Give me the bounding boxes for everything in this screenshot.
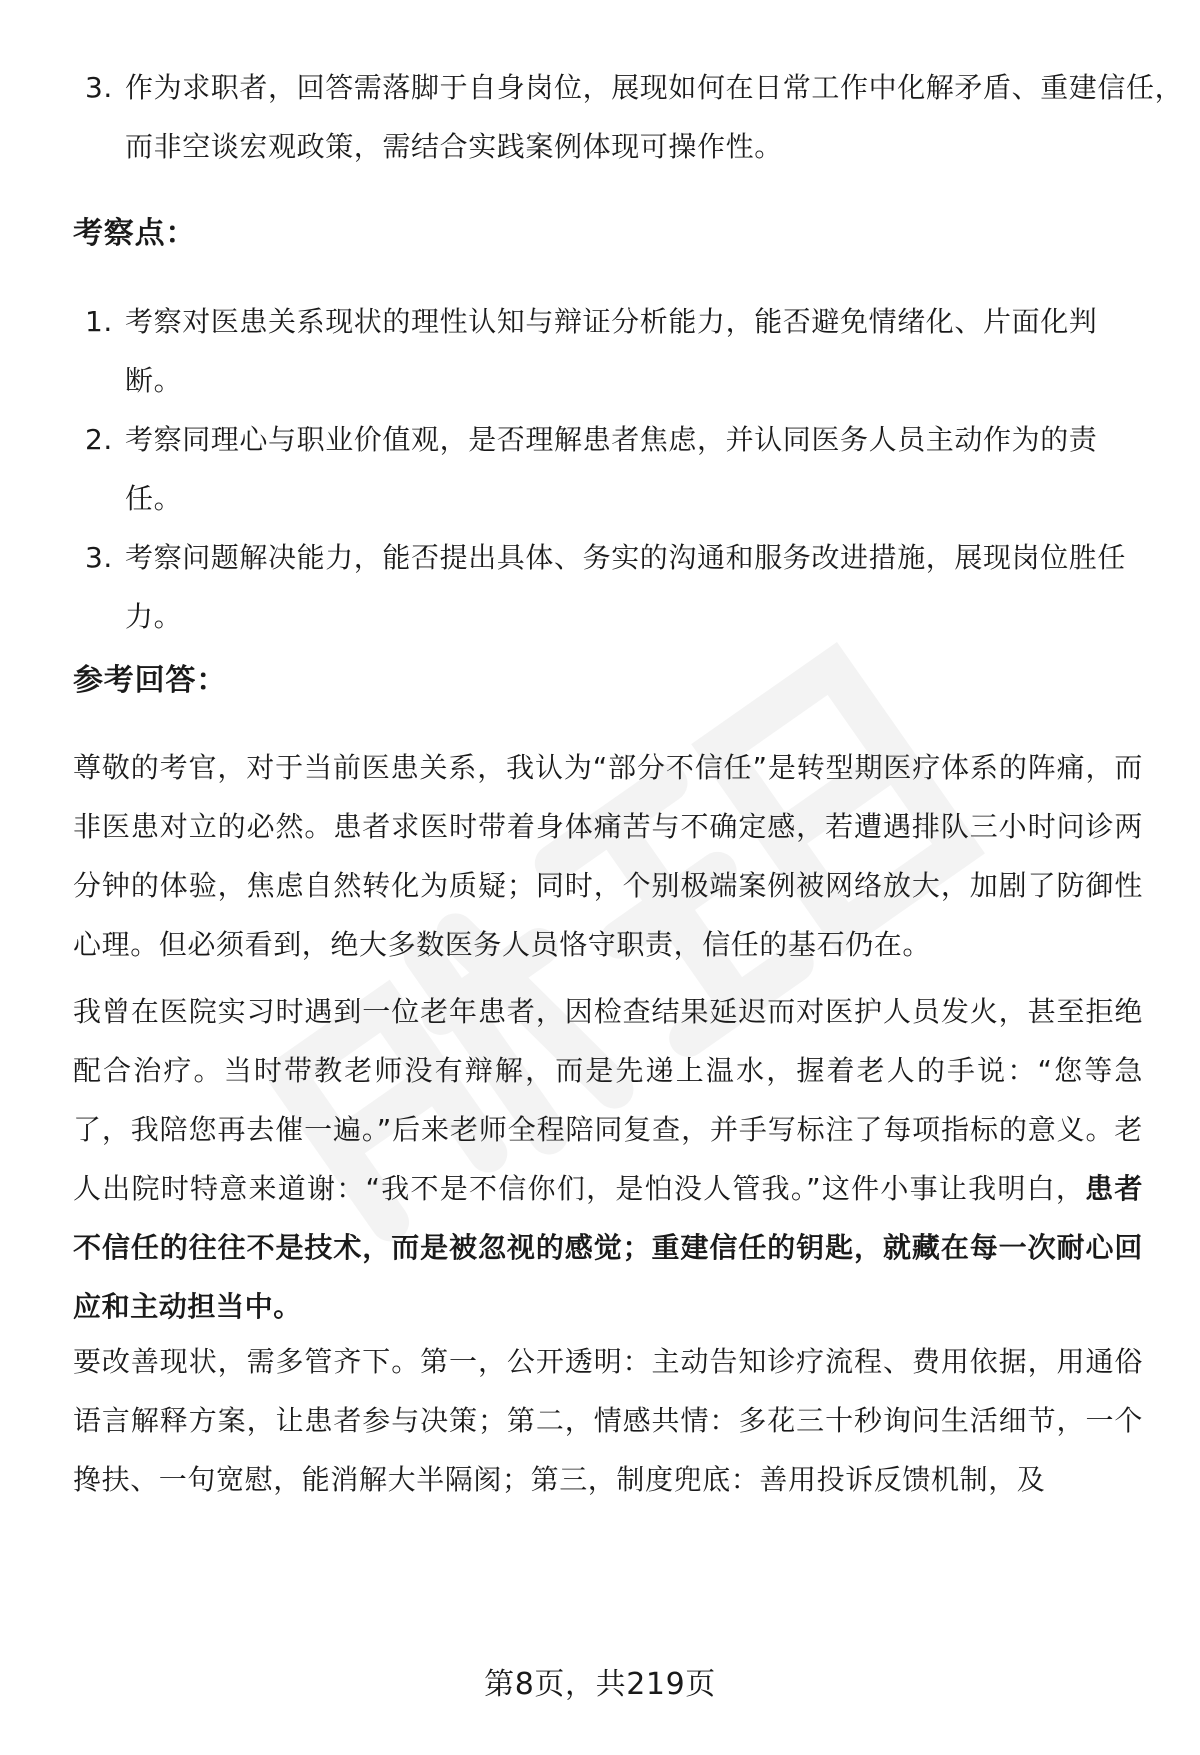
- section-heading-answer: 参考回答：: [73, 663, 227, 698]
- answer-paragraph-1: 尊敬的考官，对于当前医患关系，我认为“部分不信任”是转型期医疗体系的阵痛，而非医患对立的必然。患者求医时带着身体痛苦与不确定感，若遭遇排队三小时问诊两分钟的体验，焦虑自然转化为质疑；同时，个别极端案例被网络放大，加剧了防御性心理。但必须看到，绝大多数医务人员恪守职责，信任的基石仍在。: [73, 751, 1143, 961]
- kaocha-list: [73, 292, 1143, 646]
- list-item: [73, 292, 1143, 410]
- intro-list-item: [73, 58, 1195, 176]
- list-item-number: 3.: [85, 71, 113, 104]
- list-item-number: 2.: [85, 423, 113, 456]
- list-item-text: 作为求职者，回答需落脚于自身岗位，展现如何在日常工作中化解矛盾、重建信任，而非空谈宏观政策，需结合实践案例体现可操作性。: [125, 71, 1184, 163]
- list-item: [73, 528, 1143, 646]
- paragraph-bold-text: 患者不信任的往往不是技术，而是被忽视的感觉；重建信任的钥匙，就藏在每一次耐心回应和主动担当中。: [73, 1172, 1143, 1323]
- list-item-number: 1.: [85, 305, 113, 338]
- list-item-text: 考察同理心与职业价值观，是否理解患者焦虑，并认同医务人员主动作为的责任。: [125, 423, 1098, 515]
- page-footer: 第8页，共219页: [484, 1667, 716, 1702]
- answer-paragraph-2: [73, 982, 1143, 1336]
- paragraph-text: 我曾在医院实习时遇到一位老年患者，因检查结果延迟而对医护人员发火，甚至拒绝配合治疗。当时带教老师没有辩解，而是先递上温水，握着老人的手说：“您等急了，我陪您再去催一遍。”后来老师全程陪同复查，并手写标注了每项指标的意义。老人出院时特意来道谢：“我不是不信你们，是怕没人管我。”这件小事让我明白，: [73, 995, 1143, 1205]
- section-heading-kaocha: 考察点：: [73, 216, 197, 251]
- list-item-text: 考察对医患关系现状的理性认知与辩证分析能力，能否避免情绪化、片面化判断。: [125, 305, 1098, 397]
- answer-paragraph-3: 要改善现状，需多管齐下。第一，公开透明：主动告知诊疗流程、费用依据，用通俗语言解释方案，让患者参与决策；第二，情感共情：多花三十秒询问生活细节，一个搀扶、一句宽慰，能消解大半隔阂；第三，制度兜底：善用投诉反馈机制，及: [73, 1345, 1143, 1496]
- list-item-text: 考察问题解决能力，能否提出具体、务实的沟通和服务改进措施，展现岗位胜任力。: [125, 541, 1127, 633]
- list-item-number: 3.: [85, 541, 113, 574]
- list-item: [73, 410, 1143, 528]
